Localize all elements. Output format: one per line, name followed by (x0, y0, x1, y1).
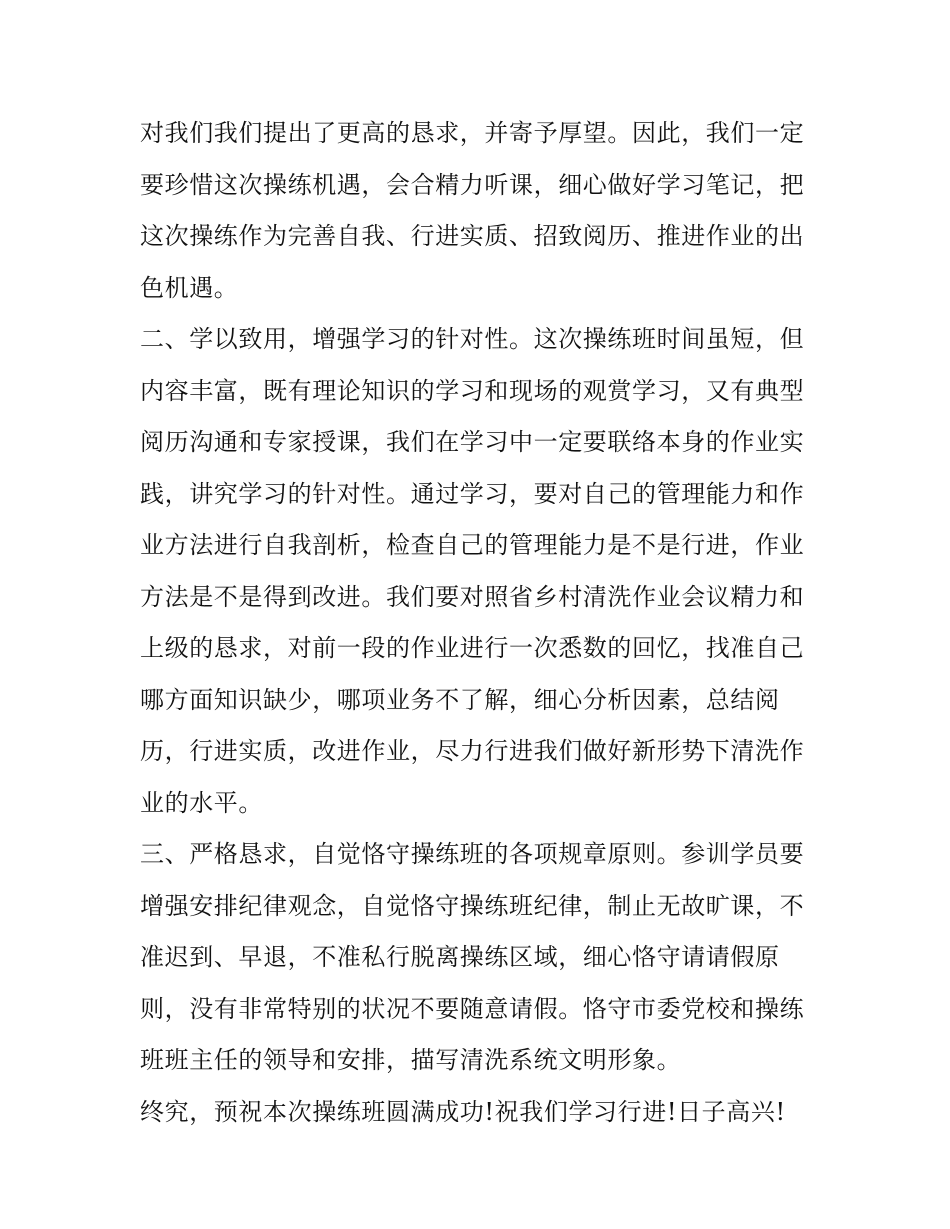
text-line: 上级的恳求，对前一段的作业进行一次悉数的回忆，找准自己 (140, 634, 805, 662)
text-line: 增强安排纪律观念，自觉恪守操练班纪律，制止无故旷课，不 (140, 891, 805, 920)
body-text (140, 108, 820, 1138)
text-line: 历，行进实质，改进作业，尽力行进我们做好新形势下清洗作 (140, 737, 805, 765)
text-line: 哪方面知识缺少，哪项业务不了解，细心分析因素，总结阅 (140, 685, 780, 714)
text-line: 业的水平。 (140, 788, 263, 817)
text-line: 内容丰富，既有理论知识的学习和现场的观赏学习，又有典型 (140, 376, 805, 405)
text-line: 班班主任的领导和安排，描写清洗系统文明形象。 (140, 1046, 682, 1074)
text-line: 则，没有非常特别的状况不要随意请假。恪守市委党校和操练 (140, 994, 805, 1023)
text-line: 方法是不是得到改进。我们要对照省乡村清洗作业会议精力和 (140, 582, 805, 611)
text-line: 二、学以致用，增强学习的针对性。这次操练班时间虽短，但 (140, 325, 805, 353)
text-line: 对我们我们提出了更高的恳求，并寄予厚望。因此，我们一定 (140, 119, 805, 147)
text-line: 准迟到、早退，不准私行脱离操练区域，细心恪守请请假原 (140, 943, 780, 971)
text-line: 阅历沟通和专家授课，我们在学习中一定要联络本身的作业实 (140, 428, 805, 456)
text-line: 终究，预祝本次操练班圆满成功!祝我们学习行进!日子高兴! (140, 1097, 786, 1126)
text-line: 践，讲究学习的针对性。通过学习，要对自己的管理能力和作 (140, 479, 805, 508)
text-line: 要珍惜这次操练机遇，会合精力听课，细心做好学习笔记，把 (140, 170, 805, 199)
text-line: 这次操练作为完善自我、行进实质、招致阅历、推进作业的出 (140, 222, 805, 250)
text-line: 色机遇。 (140, 273, 239, 302)
text-line: 业方法进行自我剖析，检查自己的管理能力是不是行进，作业 (140, 531, 805, 559)
text-line: 三、严格恳求，自觉恪守操练班的各项规章原则。参训学员要 (140, 840, 805, 868)
